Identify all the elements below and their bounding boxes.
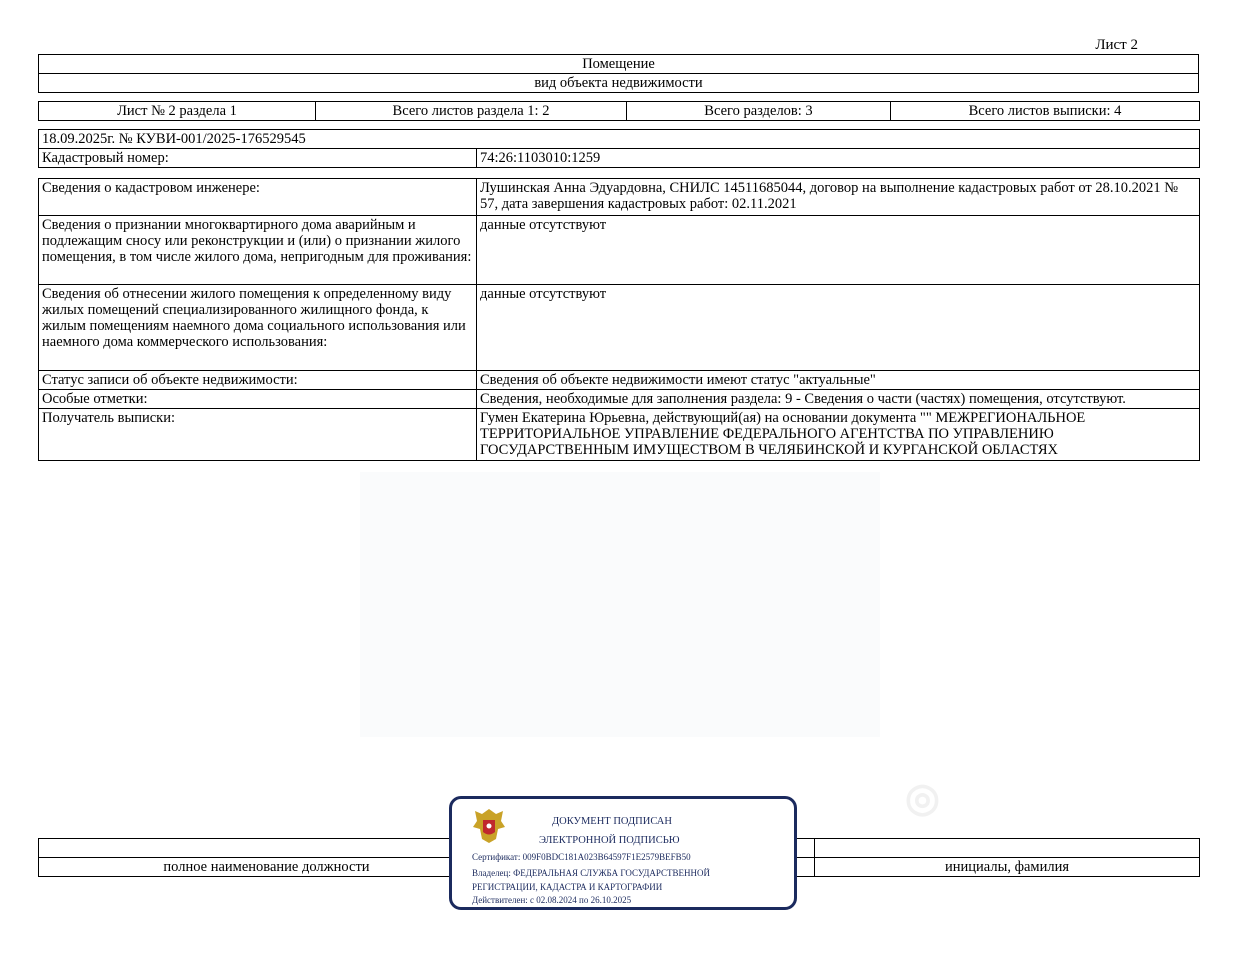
stamp-title-2: ЭЛЕКТРОННОЙ ПОДПИСЬЮ	[539, 835, 680, 846]
row-label: Особые отметки:	[39, 390, 477, 409]
name-label: инициалы, фамилия	[815, 858, 1200, 877]
row-value: Лушинская Анна Эдуардовна, СНИЛС 14511685044, договор на выполнение кадастровых работ от 28.10.2021 № 57, дата завершения кадастровых работ: 02.11.2021	[477, 179, 1200, 216]
row-value: Сведения об объекте недвижимости имеют статус "актуальные"	[477, 371, 1200, 390]
document-id-table	[38, 129, 1200, 168]
row-label: Сведения о кадастровом инженере:	[39, 179, 477, 216]
position-cell	[39, 839, 495, 858]
stamp-title-1: ДОКУМЕНТ ПОДПИСАН	[552, 816, 672, 827]
electronic-signature-stamp	[449, 796, 797, 910]
cadastral-number-value: 74:26:1103010:1259	[477, 149, 1200, 168]
sheets-info-table	[38, 101, 1200, 121]
object-title-table	[38, 54, 1199, 93]
faint-watermark-area	[360, 472, 880, 737]
total-sheets-extract: Всего листов выписки: 4	[891, 102, 1200, 121]
position-label: полное наименование должности	[39, 858, 495, 877]
name-cell	[815, 839, 1200, 858]
cadastral-number-label: Кадастровый номер:	[39, 149, 477, 168]
row-value: данные отсутствуют	[477, 216, 1200, 285]
coat-of-arms-icon	[472, 805, 506, 845]
stamp-certificate: Сертификат: 009F0BDC181A023B64597F1E2579BEFB50	[472, 852, 691, 862]
object-kind-caption: вид объекта недвижимости	[39, 74, 1199, 93]
total-sections: Всего разделов: 3	[627, 102, 891, 121]
document-date-number: 18.09.2025г. № КУВИ-001/2025-176529545	[39, 130, 1200, 149]
row-label: Получатель выписки:	[39, 409, 477, 461]
sheet-of-section: Лист № 2 раздела 1	[39, 102, 316, 121]
sheet-number-label: Лист 2	[1095, 37, 1138, 53]
row-label: Сведения об отнесении жилого помещения к определенному виду жилых помещений специализированного жилищного фонда, к жилым помещениям наемного дома социального использования или наемного дома коммерческого использования:	[39, 285, 477, 371]
row-label: Сведения о признании многоквартирного дома аварийным и подлежащим сносу или реконструкции и (или) о признании жилого помещения, в том числе жилого дома, непригодным для проживания:	[39, 216, 477, 285]
object-details-table	[38, 178, 1200, 461]
watermark-logo: ◎	[905, 776, 940, 820]
stamp-owner-1: Владелец: ФЕДЕРАЛЬНАЯ СЛУЖБА ГОСУДАРСТВЕННОЙ	[472, 868, 711, 878]
total-sheets-section: Всего листов раздела 1: 2	[316, 102, 627, 121]
row-value: данные отсутствуют	[477, 285, 1200, 371]
object-kind: Помещение	[39, 55, 1199, 74]
row-value: Гумен Екатерина Юрьевна, действующий(ая) на основании документа "" МЕЖРЕГИОНАЛЬНОЕ ТЕРРИТОРИАЛЬНОЕ УПРАВЛЕНИЕ ФЕДЕРАЛЬНОГО АГЕНТСТВА ПО УПРАВЛЕНИЮ ГОСУДАРСТВЕННЫМ ИМУЩЕСТВОМ В ЧЕЛЯБИНСКОЙ И КУРГАНСКОЙ ОБЛАСТЯХ	[477, 409, 1200, 461]
stamp-owner-2: РЕГИСТРАЦИИ, КАДАСТРА И КАРТОГРАФИИ	[472, 882, 663, 892]
stamp-validity: Действителен: с 02.08.2024 по 26.10.2025	[472, 895, 632, 905]
row-value: Сведения, необходимые для заполнения раздела: 9 - Сведения о части (частях) помещения, отсутствуют.	[477, 390, 1200, 409]
row-label: Статус записи об объекте недвижимости:	[39, 371, 477, 390]
